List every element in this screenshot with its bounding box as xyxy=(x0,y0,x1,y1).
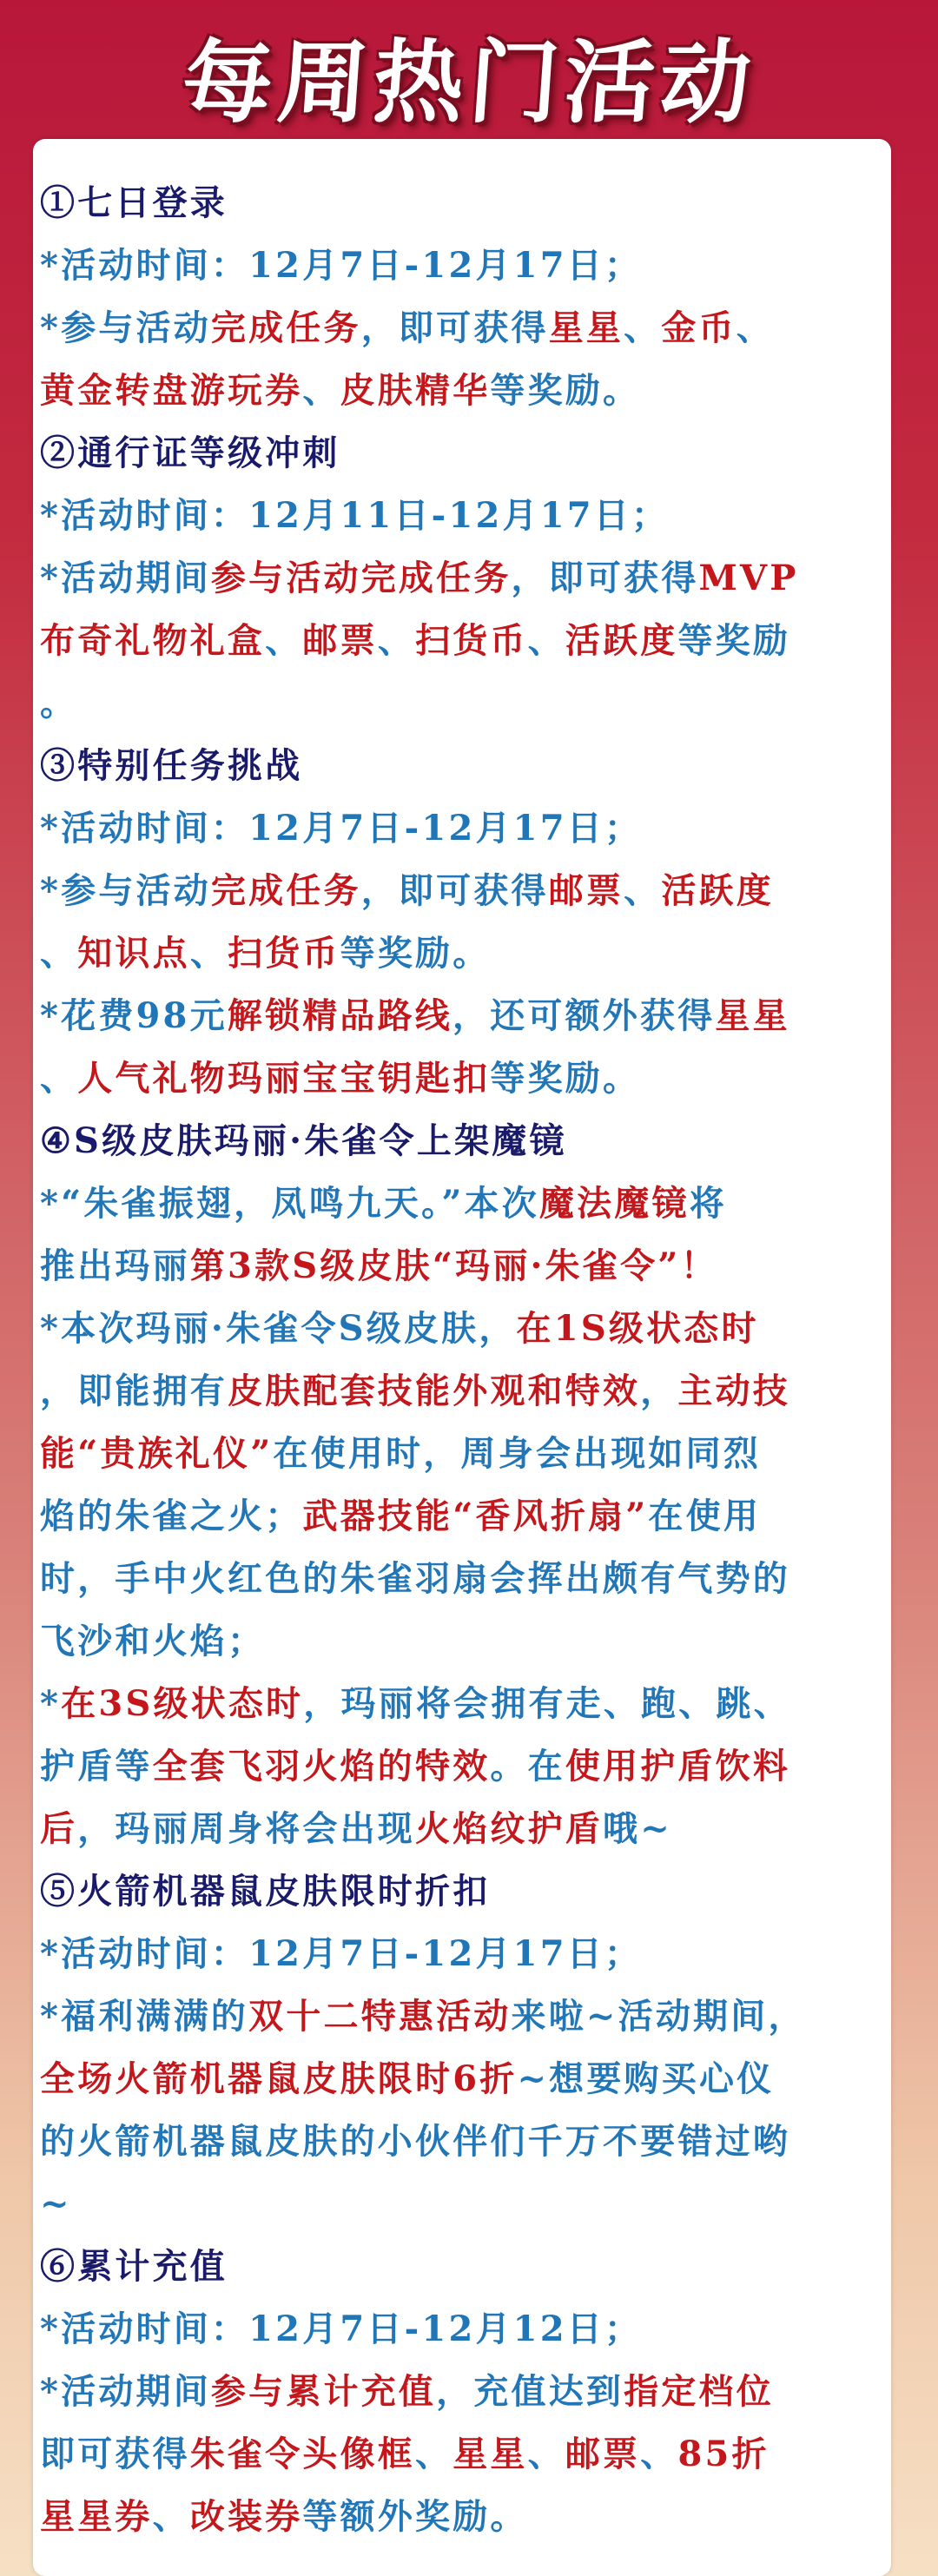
text-line xyxy=(40,610,884,672)
section-heading xyxy=(40,1860,884,1923)
body-text: 时，手中火红色的朱雀羽扇会挥出颇有气势的 xyxy=(40,1558,790,1599)
highlight-text: 85折 xyxy=(677,2434,770,2474)
highlight-text: 后 xyxy=(40,1808,78,1849)
text-line xyxy=(40,234,884,297)
body-text: 在使用时，周身会出现如同烈 xyxy=(273,1433,762,1474)
body-text: 等奖励 xyxy=(677,620,791,661)
body-text: ，玛丽周身将会出现 xyxy=(77,1808,416,1849)
highlight-text: 星星 xyxy=(548,307,624,348)
highlight-text: 魔法魔镜 xyxy=(538,1183,690,1224)
text-line xyxy=(40,2486,884,2548)
highlight-text: 主动技 xyxy=(677,1371,791,1411)
highlight-text: 邮票 xyxy=(548,870,624,911)
highlight-text: 解锁精品路线 xyxy=(227,995,452,1036)
body-text: 将 xyxy=(689,1183,727,1224)
body-text: *活动时间：12月7日-12月12日； xyxy=(40,2308,643,2349)
text-line xyxy=(40,1673,884,1735)
highlight-text: 邮票 xyxy=(302,620,378,661)
text-line xyxy=(40,2298,884,2361)
body-text: *本次玛丽·朱雀令S级皮肤， xyxy=(40,1308,517,1349)
highlight-text: 布奇礼物礼盒 xyxy=(40,620,266,661)
heading-text: ①七日登录 xyxy=(40,182,228,223)
body-text: ，即可获得 xyxy=(360,870,549,911)
body-text: *参与活动 xyxy=(40,870,211,911)
highlight-text: 在3S级状态时 xyxy=(61,1683,304,1724)
body-text: 飞沙和火焰； xyxy=(40,1621,266,1661)
body-text: 、 xyxy=(40,1058,78,1099)
heading-text: ④S级皮肤玛丽·朱雀令上架魔镜 xyxy=(40,1120,567,1161)
highlight-text: 参与活动完成任务 xyxy=(210,558,512,598)
body-text: 、 xyxy=(415,2434,453,2474)
highlight-text: 星星 xyxy=(452,2434,528,2474)
text-line xyxy=(40,1298,884,1360)
highlight-text: 扫货币 xyxy=(228,933,340,974)
text-line xyxy=(40,1423,884,1485)
highlight-text: 星星券 xyxy=(40,2496,153,2537)
body-text: 来啦~活动期间， xyxy=(511,1996,806,2037)
text-line xyxy=(40,1485,884,1548)
highlight-text: 双十二特惠活动 xyxy=(248,1996,512,2037)
body-text: 。在 xyxy=(490,1746,565,1787)
body-text: ，玛丽将会拥有走、跑、跳、 xyxy=(303,1683,791,1724)
body-text: 等奖励。 xyxy=(340,933,491,974)
highlight-text: 全套飞羽火焰的特效 xyxy=(152,1746,491,1787)
body-text: *“朱雀振翅，凤鸣九天。”本次 xyxy=(40,1183,539,1224)
text-line xyxy=(40,922,884,985)
text-line xyxy=(40,2110,884,2173)
text-line xyxy=(40,1235,884,1298)
text-line xyxy=(40,297,884,360)
body-text: 、 xyxy=(640,2434,678,2474)
text-line xyxy=(40,485,884,547)
highlight-text: 邮票 xyxy=(565,2434,641,2474)
highlight-text: 全场火箭机器鼠皮肤限时6折 xyxy=(40,2058,518,2099)
body-text: ，即可获得 xyxy=(360,307,549,348)
text-line xyxy=(40,2361,884,2423)
body-text: *活动时间：12月7日-12月17日； xyxy=(40,808,643,849)
body-text: 、 xyxy=(265,620,303,661)
text-line xyxy=(40,2423,884,2486)
text-line xyxy=(40,985,884,1047)
body-text: *花费98元 xyxy=(40,995,228,1036)
body-text: 、 xyxy=(527,2434,565,2474)
highlight-text: 使用护盾饮料 xyxy=(565,1746,791,1787)
highlight-text: 人气礼物玛丽宝宝钥匙扣 xyxy=(77,1058,491,1099)
body-text: *活动期间 xyxy=(40,2371,211,2412)
text-line xyxy=(40,1610,884,1673)
text-line xyxy=(40,1985,884,2048)
highlight-text: 皮肤精华 xyxy=(340,370,491,411)
highlight-text: 武器技能“香风折扇” xyxy=(302,1496,649,1536)
highlight-text: 活跃度 xyxy=(661,870,774,911)
text-line xyxy=(40,1360,884,1423)
text-line xyxy=(40,1923,884,1985)
body-text: 等奖励。 xyxy=(490,1058,641,1099)
highlight-text: 黄金转盘游玩券 xyxy=(40,370,303,411)
body-text: 推出玛丽 xyxy=(40,1245,190,1286)
body-text: 、 xyxy=(736,307,774,348)
body-text: ~想要购买心仪 xyxy=(517,2058,775,2099)
body-text: 等奖励。 xyxy=(490,370,641,411)
heading-text: ②通行证等级冲刺 xyxy=(40,433,340,473)
body-text: 。 xyxy=(40,683,78,723)
body-text: 焰的朱雀之火； xyxy=(40,1496,303,1536)
content-card xyxy=(33,139,891,2576)
highlight-text: 完成任务 xyxy=(210,307,361,348)
body-text: 、 xyxy=(527,620,565,661)
highlight-text: MVP xyxy=(698,558,799,598)
section-heading xyxy=(40,735,884,797)
body-text: ，还可额外获得 xyxy=(452,995,716,1036)
highlight-text: 知识点 xyxy=(77,933,190,974)
highlight-text: 改装券 xyxy=(189,2496,303,2537)
highlight-text: 活跃度 xyxy=(565,620,678,661)
body-text: 的火箭机器鼠皮肤的小伙伴们千万不要错过哟 xyxy=(40,2121,790,2162)
highlight-text: 火焰纹护盾 xyxy=(415,1808,604,1849)
body-text: *活动期间 xyxy=(40,558,211,598)
body-text: 、 xyxy=(40,933,78,974)
text-line xyxy=(40,1798,884,1860)
text-line xyxy=(40,1047,884,1110)
body-text: ~ xyxy=(40,2183,72,2224)
page-title: 每周热门活动 xyxy=(178,30,760,135)
section-heading xyxy=(40,2236,884,2298)
section-heading xyxy=(40,1110,884,1172)
body-text: *活动时间：12月7日-12月17日； xyxy=(40,1933,643,1974)
section-heading xyxy=(40,172,884,234)
section-heading xyxy=(40,422,884,485)
body-text: ， xyxy=(640,1371,678,1411)
highlight-text: 星星 xyxy=(715,995,790,1036)
body-text: ，即能拥有 xyxy=(40,1371,228,1411)
body-text: 护盾等 xyxy=(40,1746,153,1787)
highlight-text: 指定档位 xyxy=(624,2371,774,2412)
body-text: 等额外奖励。 xyxy=(302,2496,528,2537)
highlight-text: 金币 xyxy=(661,307,737,348)
text-line xyxy=(40,2048,884,2110)
text-line xyxy=(40,1548,884,1610)
text-line xyxy=(40,860,884,922)
text-line xyxy=(40,672,884,735)
text-line xyxy=(40,360,884,422)
body-text: 、 xyxy=(624,870,662,911)
page-title-banner xyxy=(0,17,938,148)
text-line xyxy=(40,2173,884,2236)
heading-text: ⑤火箭机器鼠皮肤限时折扣 xyxy=(40,1871,491,1912)
highlight-text: 完成任务 xyxy=(210,870,361,911)
body-text: 哦~ xyxy=(603,1808,672,1849)
body-text: *活动时间：12月7日-12月17日； xyxy=(40,245,643,286)
highlight-text: 扫货币 xyxy=(415,620,528,661)
highlight-text: 参与累计充值 xyxy=(210,2371,437,2412)
highlight-text: 能“贵族礼仪” xyxy=(40,1433,274,1474)
text-line xyxy=(40,1172,884,1235)
highlight-text: 在1S级状态时 xyxy=(516,1308,759,1349)
body-text: *活动时间：12月11日-12月17日； xyxy=(40,495,670,536)
body-text: ，即可获得 xyxy=(511,558,699,598)
body-text: 在使用 xyxy=(648,1496,762,1536)
body-text: ，充值达到 xyxy=(436,2371,624,2412)
body-text: * xyxy=(40,1683,62,1724)
text-line xyxy=(40,1735,884,1798)
body-text: 、 xyxy=(152,2496,190,2537)
body-text: *福利满满的 xyxy=(40,1996,249,2037)
body-text: 、 xyxy=(189,933,228,974)
text-line xyxy=(40,797,884,860)
body-text: 即可获得 xyxy=(40,2434,190,2474)
highlight-text: 朱雀令头像框 xyxy=(189,2434,416,2474)
highlight-text: 第3款S级皮肤“玛丽·朱雀令”！ xyxy=(189,1245,718,1286)
highlight-text: 皮肤配套技能外观和特效 xyxy=(228,1371,641,1411)
body-text: 、 xyxy=(624,307,662,348)
body-text: 、 xyxy=(302,370,340,411)
heading-text: ③特别任务挑战 xyxy=(40,745,303,786)
heading-text: ⑥累计充值 xyxy=(40,2246,228,2287)
text-line xyxy=(40,547,884,610)
body-text: 、 xyxy=(377,620,416,661)
body-text: *参与活动 xyxy=(40,307,211,348)
